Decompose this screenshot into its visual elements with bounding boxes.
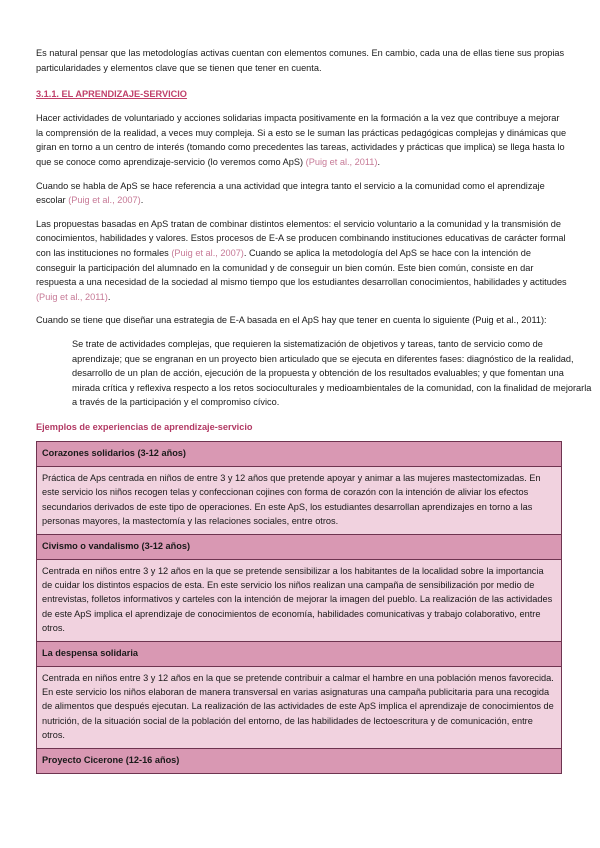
example-title: Corazones solidarios (3-12 años) bbox=[37, 441, 562, 466]
paragraph-end: . bbox=[377, 156, 381, 167]
table-row bbox=[37, 641, 562, 666]
example-description: Centrada en niños entre 3 y 12 años en la que se pretende contribuir a calmar el hambre en una población menos favorecida. En este servicio los niños elaboran de manera transversal en varias asignaturas una campaña publicitaria para una recogida de alimentos que después ejecutan. La realización de las actividades de este ApS implica el aprendizaje de conocimientos de nutrición, de la situación social de la población del entorno, de las habilidades de lectoescritura y de comunicación, entre otros. bbox=[37, 666, 562, 748]
paragraph-end: . bbox=[140, 195, 144, 206]
example-title: Civismo o vandalismo (3-12 años) bbox=[37, 534, 562, 559]
table-row bbox=[37, 441, 562, 466]
table-row bbox=[37, 666, 562, 748]
example-title: Proyecto Cicerone (12-16 años) bbox=[37, 748, 562, 773]
examples-table bbox=[36, 441, 562, 774]
citation-link[interactable]: (Puig et al., 2011) bbox=[36, 291, 108, 302]
table-row bbox=[37, 466, 562, 534]
paragraph-text: Cuando se habla de ApS se hace referencia a una actividad que integra tanto el servicio a la comunidad como el aprendizaje escolar bbox=[36, 180, 545, 206]
example-description: Centrada en niños entre 3 y 12 años en la que se pretende sensibilizar a los habitantes de la localidad sobre la importancia de cuidar los distintos espacios de esta. En este servicio los niños realizan una campaña de sensibilización por medio de entrevistas, folletos informativos y carteles con la intención de mejorar la imagen del pueblo. La realización de las actividades de este ApS implica el aprendizaje de conocimientos de economía, habilidades comunicativas y trabajo colaborativo, entre otros. bbox=[37, 559, 562, 641]
example-description: Práctica de Aps centrada en niños de entre 3 y 12 años que pretende apoyar y animar a las mujeres mastectomizadas. En este servicio los niños recogen telas y confeccionan cojines con forma de corazón con la intención de aliviar los efectos secundarios derivados de este tipo de operaciones. En este ApS, los estudiantes desarrollan aprendizajes en torno a las personas mayores, la mastectomía y las relaciones sociales, entre otros. bbox=[37, 466, 562, 534]
section-heading: 3.1.1. EL APRENDIZAJE-SERVICIO bbox=[36, 89, 187, 100]
citation-link[interactable]: (Puig et al., 2011) bbox=[305, 156, 378, 167]
example-title: La despensa solidaria bbox=[37, 641, 562, 666]
paragraph-definicion bbox=[36, 179, 568, 208]
citation-link[interactable]: (Puig et al., 2007) bbox=[171, 247, 244, 258]
paragraph-text: Las propuestas basadas en ApS tratan de combinar distintos elementos: el servicio voluntario a la comunidad y la transmisión de conocimientos, habilidades y valores. Estos procesos de E-A se producen combinando instituciones educativas de carácter formal con las instituciones no formales bbox=[36, 218, 566, 258]
paragraph-text-continued: . Cuando se aplica la metodología del ApS se hace con la intención de conseguir la participación del alumnado en la comunidad y de conseguir un bien común. Este bien común, consiste en dar respuesta a una necesidad de la sociedad al mismo tiempo que los estudiantes desarrollan conocimientos, habilidades y actitudes bbox=[36, 247, 567, 288]
paragraph-text: Hacer actividades de voluntariado y acciones solidarias impacta positivamente en la formación a la vez que contribuye a mejorar la comprensión de la realidad, a veces muy compleja. Si a esto se le suman las prácticas pedagógicas complejas y dinámicas que giran en torno a un centro de interés (tomando como precedentes las tareas, actividades y prácticas que implica) se llega hasta lo que se conoce como aprendizaje-servicio (lo veremos como ApS) bbox=[36, 113, 567, 167]
examples-title: Ejemplos de experiencias de aprendizaje-servicio bbox=[36, 421, 253, 432]
intro-paragraph: Es natural pensar que las metodologías activas cuentan con elementos comunes. En cambio, cada una de ellas tiene sus propias particularidades y elementos clave que se tienen que tener en cuenta. bbox=[36, 48, 565, 73]
paragraph-end: . bbox=[107, 291, 111, 302]
block-quote: Se trate de actividades complejas, que requieren la sistematización de objetivos y tareas, tanto de servicio como de aprendizaje; que se engranan en un proyecto bien articulado que se ejecuta en diferentes fases: diagnóstico de la realidad, desarrollo de un plan de acción, ejecución de la propuesta y obtención de los resultados evaluables; y que fomentan una mirada crítica y reflexiva respecto a los retos socioculturales y medioambientales de la comunidad, con la finalidad de mejorarla a través de la participación y el compromiso cívico. bbox=[72, 338, 592, 408]
table-row bbox=[37, 534, 562, 559]
paragraph-propuestas bbox=[36, 217, 568, 305]
paragraph-estrategia: Cuando se tiene que diseñar una estrategia de E-A basada en el ApS hay que tener en cuenta lo siguiente (Puig et al., 2011): bbox=[36, 315, 547, 326]
table-row bbox=[37, 559, 562, 641]
table-row bbox=[37, 748, 562, 773]
citation-link[interactable]: (Puig et al., 2007) bbox=[68, 195, 141, 206]
paragraph-voluntariado bbox=[36, 111, 568, 169]
